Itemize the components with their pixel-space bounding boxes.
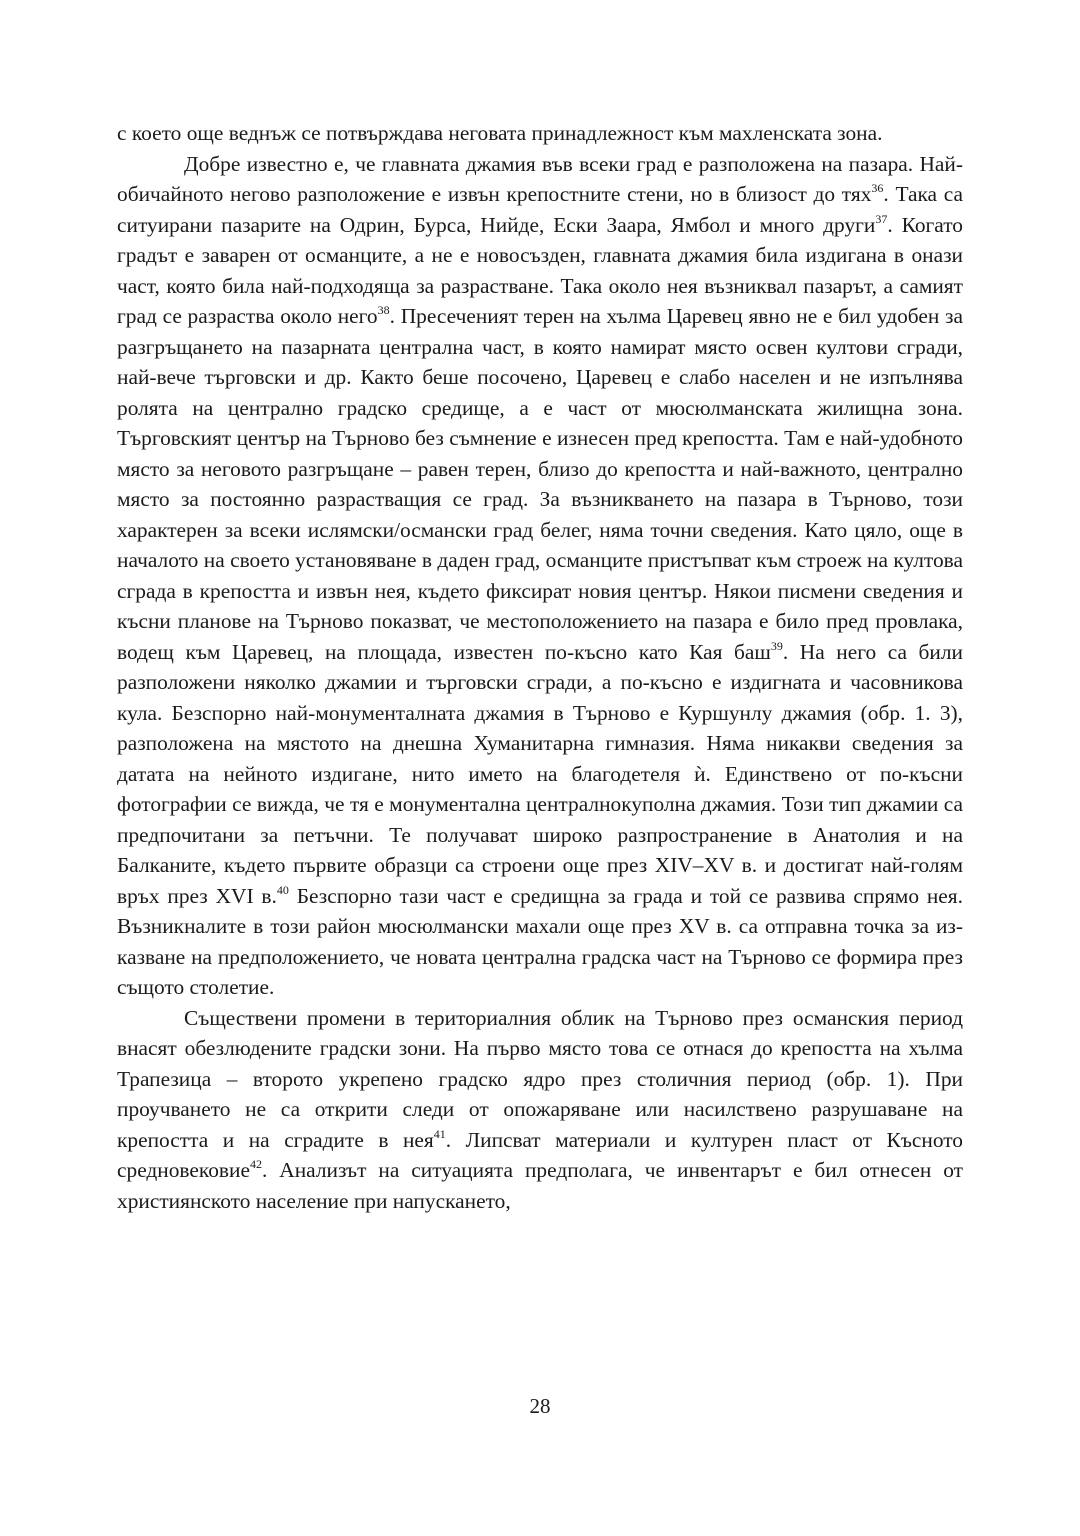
text-run: . На него са били разположени няколко джамии и търговски сгради, а по-късно е издигната и часовникова кула. Безспорно най-монументалната джамия в Търново е Куршунлу джамия (обр. 1. 3), разположена на мястото на днешна Хуманитарна гимназия. Няма никакви сведения за датата на нейното издигане, нито името на благодетеля ѝ. Единствено от по-късни фотографии се вижда, че тя е монументална централнокуполна джамия. Този тип джамии са предпочитани за петъчни. Те получават широко разпространение в Анатолия и на Балканите, където първите образци са строени още през XIV–XV в. и достигат най-голям връх през XVI в.	[117, 639, 963, 908]
text-run: . Така са ситуирани пазарите на Одрин, Бурса, Нийде, Ески Заара, Ямбол и много други	[117, 182, 963, 237]
paragraph	[117, 118, 963, 149]
footnote-ref: 38	[377, 303, 390, 317]
footnote-ref: 37	[875, 211, 888, 226]
footnote-ref: 36	[871, 181, 884, 195]
footnote-ref: 41	[433, 1126, 446, 1141]
footnote-ref: 40	[276, 882, 289, 897]
text-run: с което още веднъж се потвърждава неговата принадлежност към махленската зона.	[117, 121, 883, 145]
text-run: . Когато градът е заварен от османците, а не е новосъзден, главната джамия била издигана в онази част, която била най-подходяща за разрастване. Така около нея възниквал пазарът, а самият град се разраства около него	[117, 212, 963, 328]
footnote-ref: 42	[249, 1157, 262, 1171]
text-run: Съществени промени в териториалния облик на Търново през османския период внасят обезлюдените градски зони. На първо място това се отнася до крепостта на хълма Трапезица – второто укрепено градско ядро през столичния период (обр. 1). При проучването не са открити следи от опожаряване или насилствено разрушаване на крепостта и на сградите в нея	[117, 1005, 963, 1152]
page-number: 28	[529, 1394, 551, 1418]
text-run: Безспорно тази част е средищна за града и той се развива спрямо нея. Възникналите в този район мюсюлмански махали още през XV в. са отправна точка за изказване на предположението, че новата централна градска част на Търново се формира през същото столетие.	[117, 883, 963, 999]
text-run: . Анализът на ситуацията предполага, че инвентарът е бил отнесен от християнското население при напускането,	[117, 1158, 963, 1213]
footnote-ref: 39	[770, 638, 783, 653]
paragraph	[117, 149, 963, 1003]
body-text	[117, 118, 963, 1216]
text-run: . Липсват материали и културен пласт от Късното средновековие	[117, 1127, 963, 1182]
paragraph	[117, 1003, 963, 1217]
text-run: . Пресеченият терен на хълма Царевец явно не е бил удобен за разгръщането на пазарната централна част, в която намират място освен култови сгради, най-вече търговски и др. Както беше посочено, Царевец е слабо населен и не изпълнява ролята на централно градско средище, а е част от мюсюлманската жилищна зона. Търговският център на Търново без съмнение е изнесен пред крепостта. Там е най-удобното място за неговото разгръщане – равен терен, близо до крепостта и най-важното, централно място за постоянно разрастващия се град. За възникването на пазара в Търново, този характерен за всеки ислямски/османски град белег, няма точни сведения. Като цяло, още в началото на своето установяване в даден град, османците пристъпват към строеж на култова сграда в крепостта и извън нея, където фиксират новия център. Някои писмени сведения и късни планове на Търново показват, че местоположението на пазара е било пред провлака, водещ към Царевец, на площада, известен по-късно като Кая баш	[117, 304, 963, 664]
text-run: Добре известно е, че главната джамия във всеки град е разположена на пазара. Най-обичайното негово разположение е извън крепостните стени, но в близост до тях	[117, 151, 963, 206]
